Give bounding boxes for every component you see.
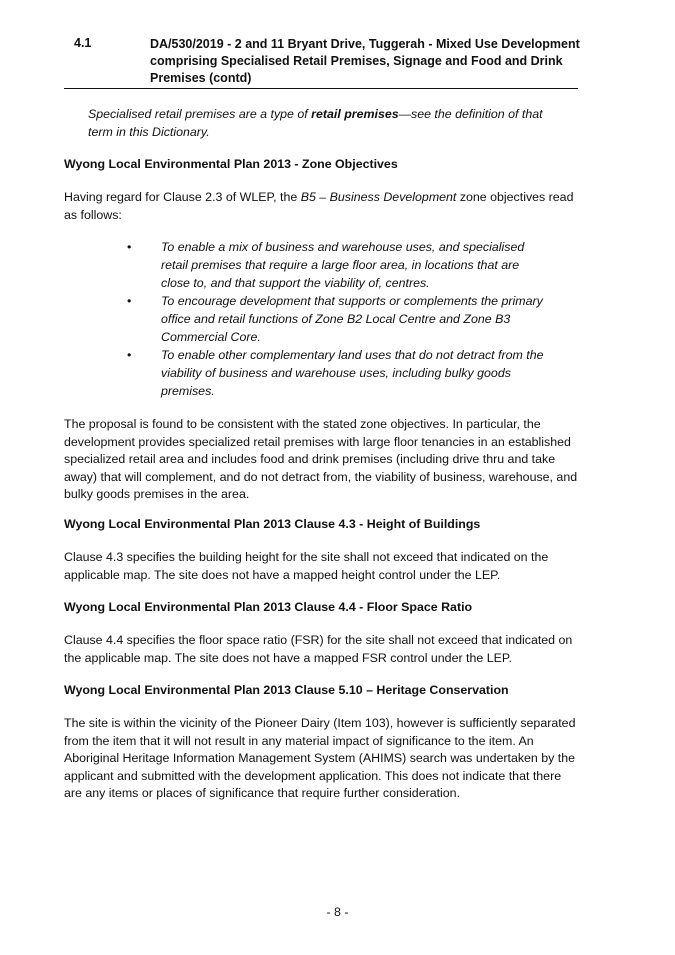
- objective-item: [125, 346, 545, 400]
- zone-objectives-intro: [64, 189, 580, 224]
- objective-item: [125, 238, 545, 292]
- bullet-icon: •: [127, 240, 132, 254]
- objective-text: To enable a mix of business and warehouse uses, and specialised retail premises that require a large floor area, in locations that are close to, and that support the viability of, centres.: [161, 240, 525, 290]
- header-divider: [64, 88, 578, 89]
- definition-prefix: Specialised retail premises are a type of: [88, 107, 312, 121]
- item-title: DA/530/2019 - 2 and 11 Bryant Drive, Tuggerah - Mixed Use Development comprising Specialised Retail Premises, Signage and Food and Drink Premises (contd): [150, 37, 580, 85]
- fsr-paragraph: Clause 4.4 specifies the floor space ratio (FSR) for the site shall not exceed that indicated on the applicable map. The site does not have a mapped FSR control under the LEP.: [64, 633, 573, 665]
- objective-text: To encourage development that supports or complements the primary office and retail functions of Zone B2 Local Centre and Zone B3 Commercial Core.: [161, 294, 543, 344]
- heritage-paragraph: The site is within the vicinity of the Pioneer Dairy (Item 103), however is sufficiently separated from the item that it will not result in any material impact of significance to the item. An Aboriginal Heritage Information Management System (AHIMS) search was undertaken by the applicant and submitted with the development application. This does not indicate that there are any items or places of significance that require further consideration.: [64, 716, 576, 800]
- intro-prefix: Having regard for Clause 2.3 of WLEP, the: [64, 190, 301, 204]
- zone-objectives-heading: Wyong Local Environmental Plan 2013 - Zone Objectives: [64, 157, 398, 171]
- intro-suffix: zone objectives read as follows:: [64, 190, 574, 222]
- page-number: - 8 -: [326, 905, 349, 919]
- intro-zone: B5 – Business Development: [300, 190, 457, 204]
- bullet-icon: •: [127, 294, 132, 308]
- zone-assessment-paragraph: The proposal is found to be consistent with the stated zone objectives. In particular, the development provides specialized retail premises with large floor tenancies in an established specialized retail area and includes food and drink premises (including drive thru and take away) that will complement, and do not detract from, the viability of business, warehouse, and bulky goods premises in the area.: [64, 417, 578, 501]
- definition-suffix: —see the definition of that term in this Dictionary.: [88, 107, 543, 139]
- definition-term: retail premises: [311, 107, 399, 121]
- height-paragraph: Clause 4.3 specifies the building height for the site shall not exceed that indicated on the applicable map. The site does not have a mapped height control under the LEP.: [64, 550, 549, 582]
- objective-text: To enable other complementary land uses that do not detract from the viability of business and warehouse uses, including bulky goods premises.: [161, 348, 544, 398]
- definition-paragraph: [88, 106, 558, 141]
- height-heading: Wyong Local Environmental Plan 2013 Clause 4.3 - Height of Buildings: [64, 517, 481, 531]
- objectives-list: [125, 238, 545, 400]
- bullet-icon: •: [127, 348, 132, 362]
- heritage-heading: Wyong Local Environmental Plan 2013 Clause 5.10 – Heritage Conservation: [64, 683, 509, 697]
- item-number: 4.1: [74, 36, 92, 50]
- fsr-heading: Wyong Local Environmental Plan 2013 Clause 4.4 - Floor Space Ratio: [64, 600, 473, 614]
- objective-item: [125, 292, 545, 346]
